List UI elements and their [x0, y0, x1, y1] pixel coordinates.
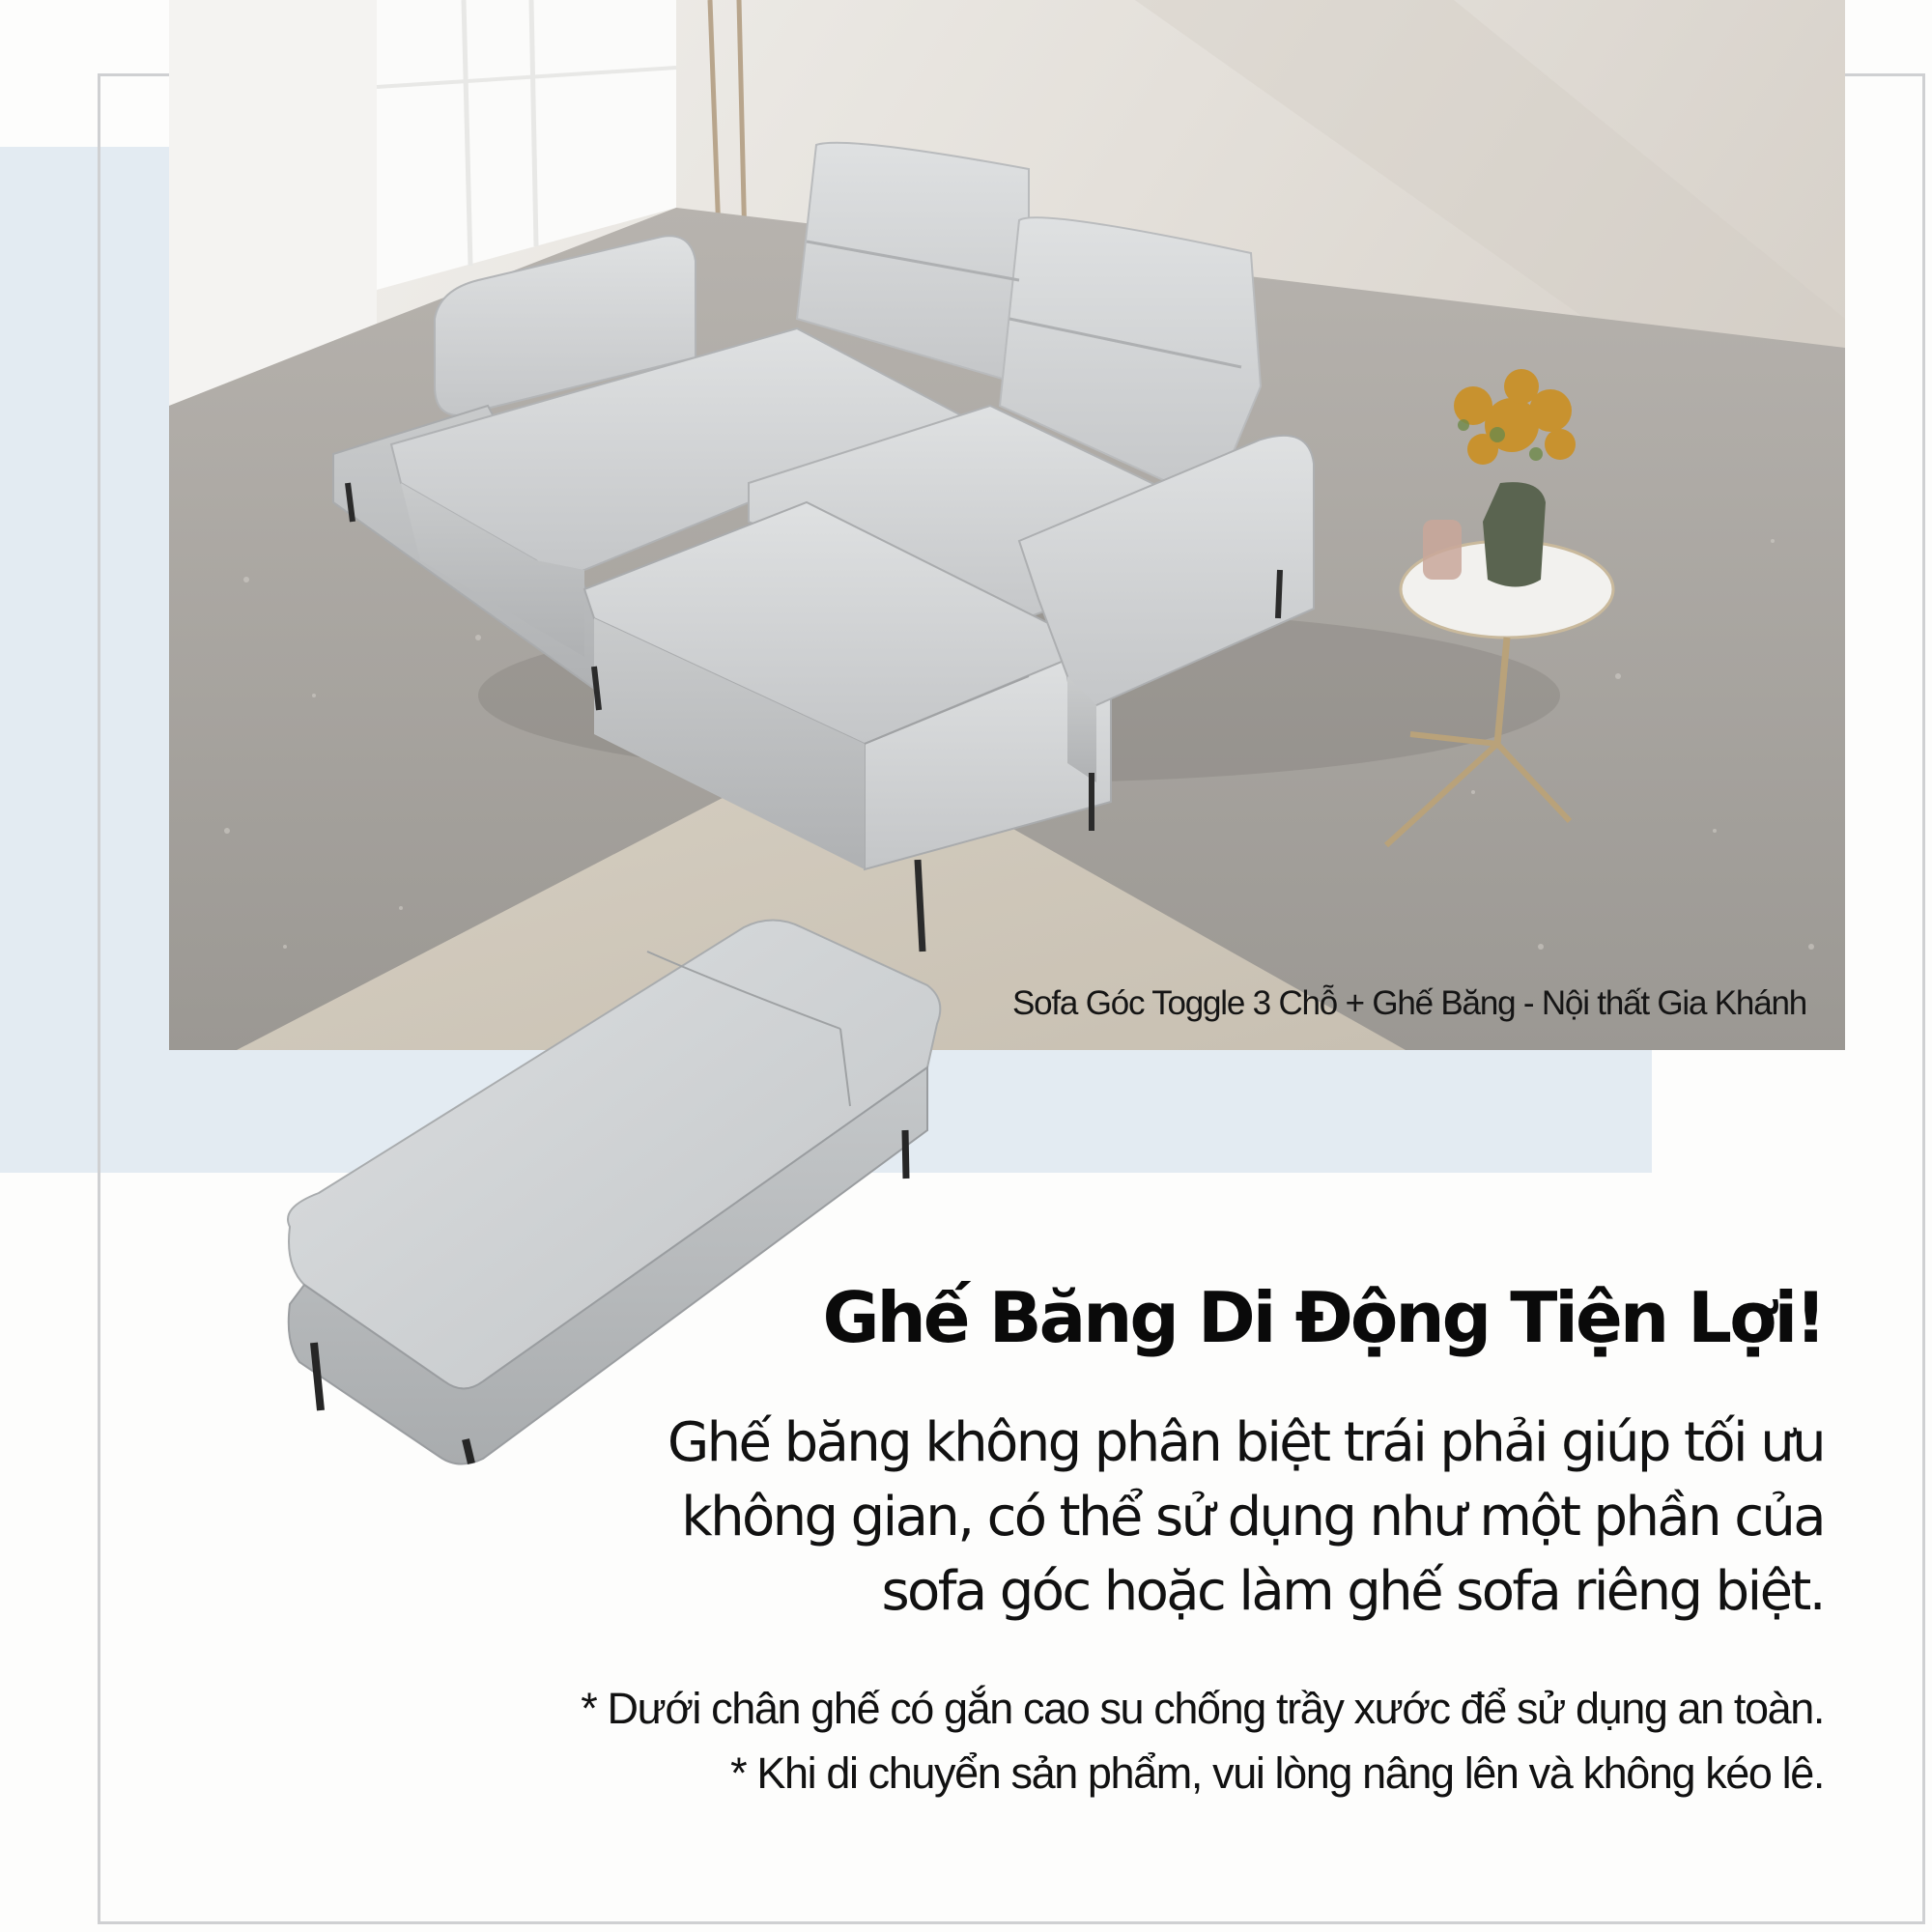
- note-line: * Khi di chuyển sản phẩm, vui lòng nâng lên và không kéo lê.: [730, 1748, 1824, 1798]
- glass-cup-icon: [1423, 520, 1462, 580]
- headline: Ghế Băng Di Động Tiện Lợi!: [822, 1277, 1824, 1358]
- description-line: sofa góc hoặc làm ghế sofa riêng biệt.: [881, 1560, 1824, 1623]
- description-line: Ghế băng không phân biệt trái phải giúp tối ưu: [667, 1411, 1824, 1474]
- note-line: * Dưới chân ghế có gắn cao su chống trầy xước để sử dụng an toàn.: [581, 1684, 1824, 1733]
- photo-caption: Sofa Góc Toggle 3 Chỗ + Ghế Băng - Nội thất Gia Khánh: [1011, 984, 1806, 1022]
- bench-icon: [261, 879, 956, 1468]
- care-notes: [182, 1676, 1824, 1805]
- description-line: không gian, có thể sử dụng như một phần của: [681, 1486, 1824, 1548]
- description: [375, 1406, 1824, 1629]
